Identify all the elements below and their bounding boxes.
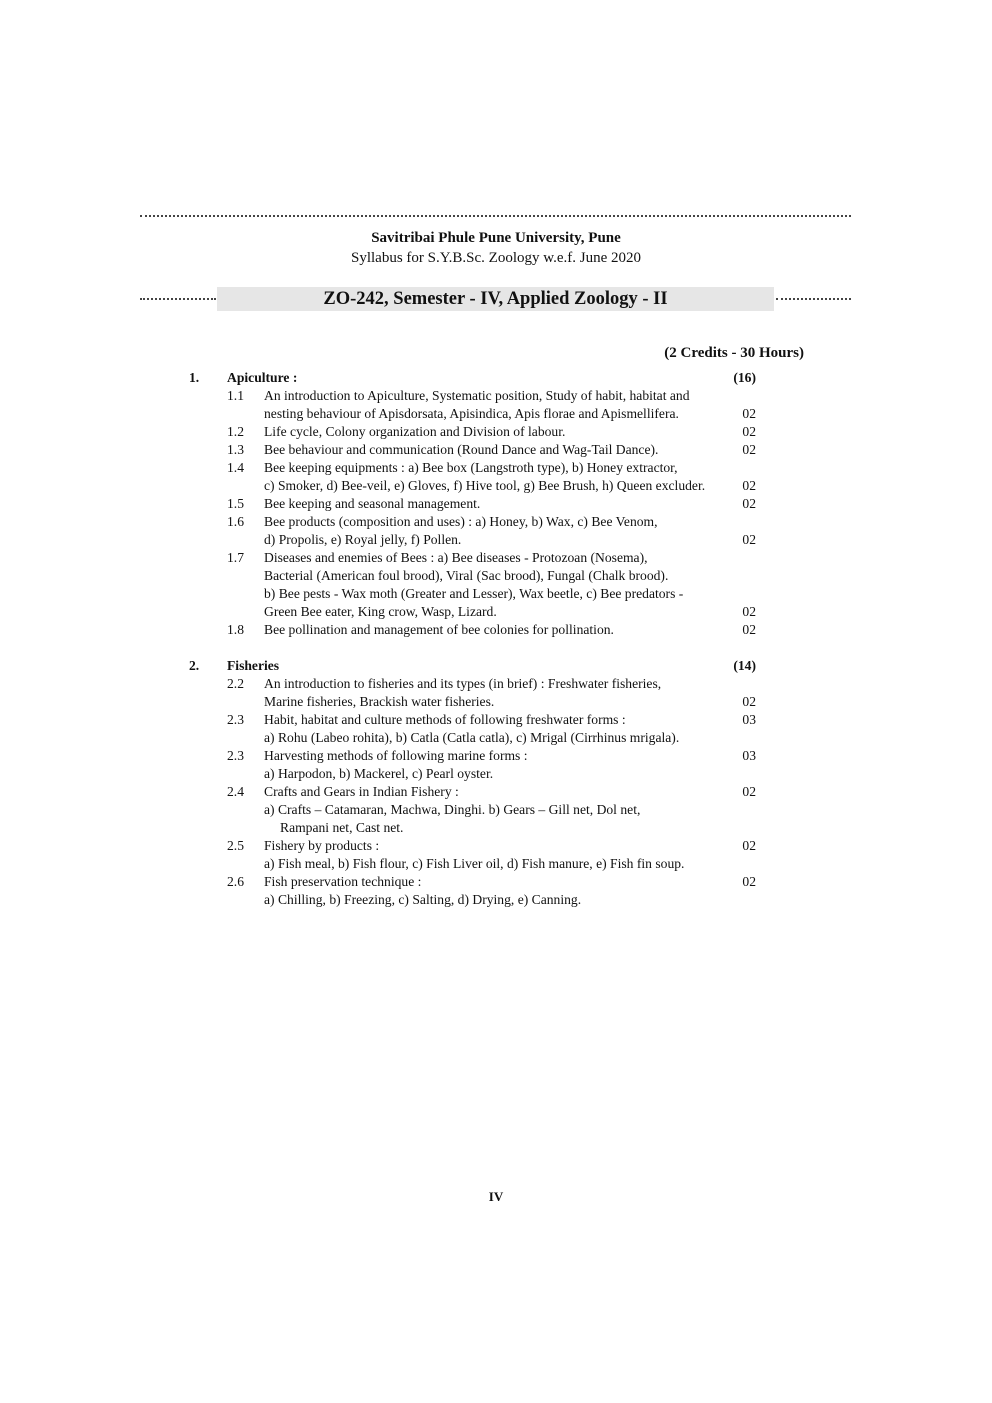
item-number: 2.3 <box>227 712 244 727</box>
section-number: 2. <box>189 658 200 673</box>
item-number: 1.4 <box>227 460 244 475</box>
item-number: 1.5 <box>227 496 244 511</box>
item-hours: 02 <box>742 496 756 511</box>
title-left-dotted-rule <box>140 298 216 300</box>
item-hours: 02 <box>742 838 756 853</box>
item-text: a) Crafts – Catamaran, Machwa, Dinghi. b) Gears – Gill net, Dol net, <box>264 802 641 817</box>
item-text: Bacterial (American foul brood), Viral (Sac brood), Fungal (Chalk brood). <box>264 568 669 583</box>
item-hours: 02 <box>742 694 756 709</box>
item-text: An introduction to fisheries and its types (in brief) : Freshwater fisheries, <box>264 676 662 691</box>
university-name: Savitribai Phule Pune University, Pune <box>371 230 621 246</box>
item-number: 1.7 <box>227 550 244 565</box>
course-title: ZO-242, Semester - IV, Applied Zoology - II <box>217 287 774 311</box>
item-number: 2.4 <box>227 784 244 799</box>
page-number: IV <box>488 1189 504 1204</box>
item-text: An introduction to Apiculture, Systematic position, Study of habit, habitat and <box>264 388 690 403</box>
title-right-dotted-rule <box>776 298 851 300</box>
item-hours: 02 <box>742 478 756 493</box>
item-text: Bee products (composition and uses) : a) Honey, b) Wax, c) Bee Venom, <box>264 514 658 529</box>
item-number: 1.3 <box>227 442 244 457</box>
item-number: 2.3 <box>227 748 244 763</box>
item-hours: 02 <box>742 532 756 547</box>
item-text: nesting behaviour of Apisdorsata, Apisindica, Apis florae and Apismellifera. <box>264 406 679 421</box>
item-text: Marine fisheries, Brackish water fisheries. <box>264 694 495 709</box>
item-hours: 03 <box>742 712 756 727</box>
item-text: a) Fish meal, b) Fish flour, c) Fish Liver oil, d) Fish manure, e) Fish fin soup. <box>264 856 685 871</box>
syllabus-subtitle: Syllabus for S.Y.B.Sc. Zoology w.e.f. June 2020 <box>351 250 641 266</box>
item-text: a) Harpodon, b) Mackerel, c) Pearl oyster. <box>264 766 494 781</box>
item-text: Bee keeping and seasonal management. <box>264 496 481 511</box>
item-text: Harvesting methods of following marine forms : <box>264 748 528 763</box>
item-number: 2.6 <box>227 874 244 889</box>
section-hours: (16) <box>733 370 756 385</box>
item-hours: 02 <box>742 784 756 799</box>
section-hours: (14) <box>733 658 756 673</box>
top-dotted-rule <box>140 215 851 217</box>
item-hours: 03 <box>742 748 756 763</box>
item-text: Bee behaviour and communication (Round Dance and Wag-Tail Dance). <box>264 442 659 457</box>
item-number: 1.6 <box>227 514 244 529</box>
item-text: Bee pollination and management of bee colonies for pollination. <box>264 622 614 637</box>
item-number: 1.2 <box>227 424 244 439</box>
item-text: Diseases and enemies of Bees : a) Bee diseases - Protozoan (Nosema), <box>264 550 648 565</box>
item-text: Life cycle, Colony organization and Division of labour. <box>264 424 566 439</box>
item-text: a) Rohu (Labeo rohita), b) Catla (Catla catla), c) Mrigal (Cirrhinus mrigala). <box>264 730 680 745</box>
item-number: 2.2 <box>227 676 244 691</box>
credits-hours: (2 Credits - 30 Hours) <box>664 345 804 361</box>
item-number: 1.8 <box>227 622 244 637</box>
item-text: Bee keeping equipments : a) Bee box (Langstroth type), b) Honey extractor, <box>264 460 678 475</box>
section-title: Apiculture : <box>227 370 298 385</box>
item-hours: 02 <box>742 874 756 889</box>
item-number: 1.1 <box>227 388 244 403</box>
item-text: Habit, habitat and culture methods of following freshwater forms : <box>264 712 626 727</box>
item-text: c) Smoker, d) Bee-veil, e) Gloves, f) Hive tool, g) Bee Brush, h) Queen excluder. <box>264 478 706 493</box>
item-hours: 02 <box>742 442 756 457</box>
item-text: b) Bee pests - Wax moth (Greater and Lesser), Wax beetle, c) Bee predators - <box>264 586 684 601</box>
item-hours: 02 <box>742 604 756 619</box>
item-number: 2.5 <box>227 838 244 853</box>
item-text: Green Bee eater, King crow, Wasp, Lizard. <box>264 604 497 619</box>
section-number: 1. <box>189 370 200 385</box>
item-text: Rampani net, Cast net. <box>280 820 404 835</box>
item-hours: 02 <box>742 424 756 439</box>
item-text: Fishery by products : <box>264 838 380 853</box>
item-text: Fish preservation technique : <box>264 874 422 889</box>
section-title: Fisheries <box>227 658 280 673</box>
item-hours: 02 <box>742 406 756 421</box>
item-hours: 02 <box>742 622 756 637</box>
item-text: d) Propolis, e) Royal jelly, f) Pollen. <box>264 532 462 547</box>
item-text: a) Chilling, b) Freezing, c) Salting, d) Drying, e) Canning. <box>264 892 582 907</box>
item-text: Crafts and Gears in Indian Fishery : <box>264 784 459 799</box>
